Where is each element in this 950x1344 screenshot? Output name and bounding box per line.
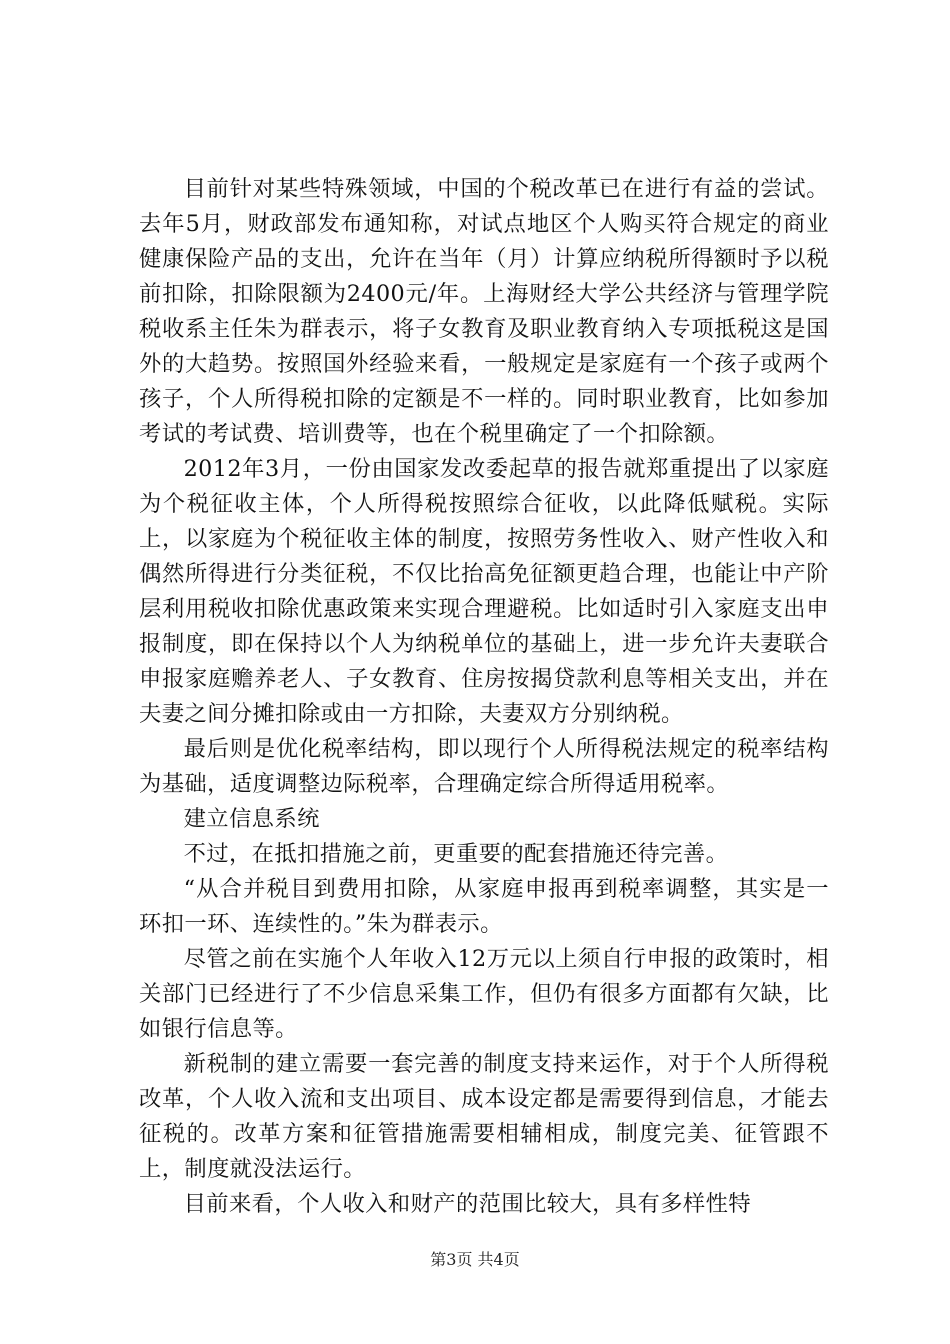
section-heading-information-system: 建立信息系统 xyxy=(183,806,320,832)
paragraph-supporting-measures: 不过，在抵扣措施之前，更重要的配套措施还待完善。 xyxy=(183,841,729,867)
document-body xyxy=(139,172,829,1222)
paragraph-information-collection: 尽管之前在实施个人年收入12万元以上须自行申报的政策时，相关部门已经进行了不少信息采集工作，但仍有很多方面都有欠缺，比如银行信息等。 xyxy=(139,946,829,1042)
paragraph-pilot-reform: 目前针对某些特殊领域，中国的个税改革已在进行有益的尝试。去年5月，财政部发布通知称，对试点地区个人购买符合规定的商业健康保险产品的支出，允许在当年（月）计算应纳税所得额时予以税前扣除，扣除限额为2400元/年。上海财经大学公共经济与管理学院税收系主任朱为群表示，将子女教育及职业教育纳入专项抵税这是国外的大趋势。按照国外经验来看，一般规定是家庭有一个孩子或两个孩子，个人所得税扣除的定额是不一样的。同时职业教育，比如参加考试的考试费、培训费等，也在个税里确定了一个扣除额。 xyxy=(139,176,829,447)
paragraph-new-tax-system: 新税制的建立需要一套完善的制度支持来运作，对于个人所得税改革，个人收入流和支出项目、成本设定都是需要得到信息，才能去征税的。改革方案和征管措施需要相辅相成，制度完美、征管跟不上，制度就没法运行。 xyxy=(139,1051,829,1182)
paragraph-quote: “从合并税目到费用扣除，从家庭申报再到税率调整，其实是一环扣一环、连续性的。”朱为群表示。 xyxy=(139,876,829,937)
paragraph-tax-rate-structure: 最后则是优化税率结构，即以现行个人所得税法规定的税率结构为基础，适度调整边际税率，合理确定综合所得适用税率。 xyxy=(139,736,829,797)
paragraph-income-diversity: 目前来看，个人收入和财产的范围比较大，具有多样性特 xyxy=(183,1191,752,1217)
page-number-footer: 第3页 共4页 xyxy=(430,1250,520,1269)
paragraph-family-tax-unit: 2012年3月，一份由国家发改委起草的报告就郑重提出了以家庭为个税征收主体，个人所得税按照综合征收，以此降低赋税。实际上，以家庭为个税征收主体的制度，按照劳务性收入、财产性收入和偶然所得进行分类征税，不仅比抬高免征额更趋合理，也能让中产阶层利用税收扣除优惠政策来实现合理避税。比如适时引入家庭支出申报制度，即在保持以个人为纳税单位的基础上，进一步允许夫妻联合申报家庭赡养老人、子女教育、住房按揭贷款利息等相关支出，并在夫妻之间分摊扣除或由一方扣除，夫妻双方分别纳税。 xyxy=(139,456,829,727)
